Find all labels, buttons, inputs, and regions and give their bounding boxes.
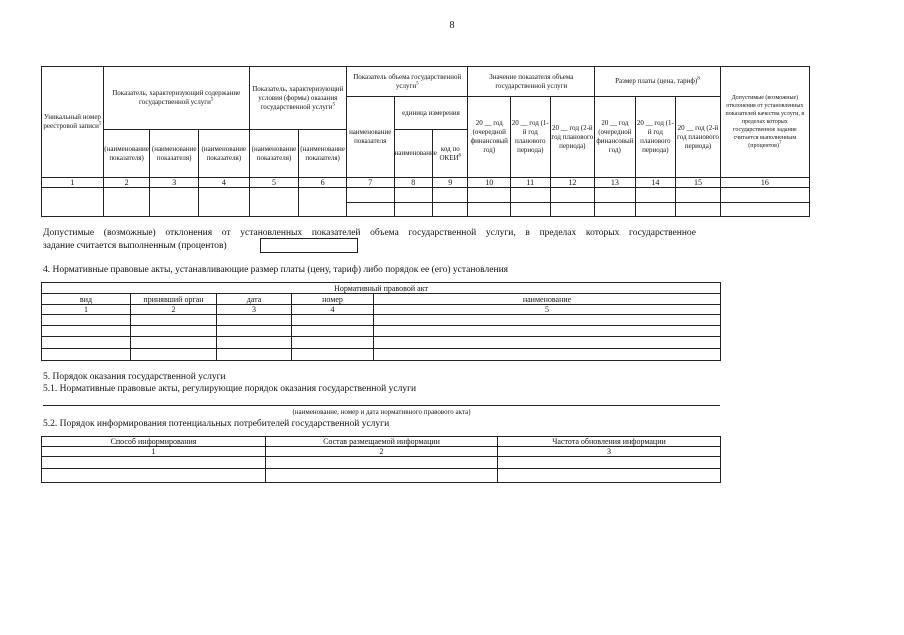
col-kind: вид: [42, 294, 131, 305]
col-number: 12: [550, 178, 595, 188]
table-row: [42, 349, 721, 361]
col-number: 5: [374, 305, 721, 315]
table-row: [42, 457, 721, 469]
table-row: [42, 315, 721, 326]
col-number: 8: [394, 178, 432, 188]
deviation-text-line1: Допустимые (возможные) отклонения от установленных показателей объема государственной услуги, в пределах которых государственное: [43, 228, 696, 238]
fee-year-current-header: 20 __ год (очередной финансовый год): [595, 97, 636, 178]
year-current-header: 20 __ год (очередной финансовый год): [468, 97, 511, 178]
deviation-percent-field[interactable]: [260, 238, 358, 253]
fee-year-first-header: 20 __ год (1-й год планового периода): [635, 97, 676, 178]
col-number: 3: [498, 447, 721, 457]
service-volume-table: [41, 66, 810, 217]
col-number: 2: [266, 447, 498, 457]
col-number: 4: [199, 178, 250, 188]
col-number: 3: [150, 178, 199, 188]
col-number: 7: [346, 178, 394, 188]
section4-title: 4. Нормативные правовые акты, устанавливающие размер платы (цену, тариф) либо порядок ее (его) установления: [43, 265, 509, 275]
volume-name-header: наименование показателя: [346, 97, 394, 178]
legal-act-line[interactable]: [43, 405, 720, 406]
section5-title: 5. Порядок оказания государственной услуги: [43, 372, 226, 382]
col-number: 5: [249, 178, 299, 188]
col-date: дата: [217, 294, 292, 305]
legal-acts-table: [41, 282, 721, 361]
year-second-header: 20 __ год (2-й год планового периода): [550, 97, 595, 178]
conditions-indicator-2: (наименование показателя): [299, 130, 347, 178]
page-number: 8: [449, 20, 455, 31]
legal-act-caption: (наименование, номер и дата нормативного правового акта): [292, 408, 471, 416]
table-row: [42, 188, 810, 203]
content-indicator-3: (наименование показателя): [199, 130, 250, 178]
col-body: принявший орган: [131, 294, 217, 305]
unique-number-header: Уникальный номер реестровой записи$^5$: [42, 67, 104, 178]
table-row: [42, 337, 721, 349]
section5-1-title: 5.1. Нормативные правовые акты, регулирующие порядок оказания государственной услуги: [43, 384, 417, 394]
col-method: Способ информирования: [42, 437, 266, 447]
col-frequency: Частота обновления информации: [498, 437, 721, 447]
col-number: 1: [42, 305, 131, 315]
col-number: 2: [131, 305, 217, 315]
year-first-header: 20 __ год (1-й год планового периода): [511, 97, 551, 178]
fee-year-second-header: 20 __ год (2-й год планового периода): [676, 97, 721, 178]
content-indicator-1: (наименование показателя): [103, 130, 150, 178]
col-number: 10: [468, 178, 511, 188]
unit-header: единица измерения: [394, 97, 468, 130]
legal-act-header: Нормативный правовой акт: [42, 283, 721, 294]
col-number: 16: [720, 178, 809, 188]
col-number-label: номер: [292, 294, 374, 305]
col-number: 1: [42, 178, 104, 188]
table-row: [42, 326, 721, 337]
content-indicator-header: Показатель, характеризующий содержание государственной услуги$^5$: [103, 67, 249, 130]
content-indicator-2: (наименование показателя): [150, 130, 199, 178]
col-number: 11: [511, 178, 551, 188]
informing-table: [41, 436, 721, 483]
col-number: 4: [292, 305, 374, 315]
table-row: [42, 469, 721, 483]
col-name: наименование: [374, 294, 721, 305]
conditions-indicator-1: (наименование показателя): [249, 130, 299, 178]
deviation-text-line2: задание считается выполненным (процентов): [43, 241, 227, 251]
section5-2-title: 5.2. Порядок информирования потенциальных потребителей государственной услуги: [43, 419, 390, 429]
col-number: 1: [42, 447, 266, 457]
unit-code-header: код по ОКЕИ$^6$: [433, 130, 468, 178]
unit-name-header: наименование: [394, 130, 432, 178]
col-number: 9: [433, 178, 468, 188]
deviation-header: Допустимые (возможные) отклонения от установленных показателей качества услуги, в пределах которых государственное задание считается выполненным (процентов)$^7$: [720, 67, 809, 178]
col-number: 14: [635, 178, 676, 188]
col-content: Состав размещаемой информации: [266, 437, 498, 447]
volume-values-header: Значение показателя объема государственной услуги: [468, 67, 595, 97]
volume-indicator-header: Показатель объема государственной услуги$^5$: [346, 67, 468, 97]
conditions-indicator-header: Показатель, характеризующий условия (формы) оказания государственной услуги$^5$: [249, 67, 346, 130]
col-number: 15: [676, 178, 721, 188]
col-number: 2: [103, 178, 150, 188]
col-number: 6: [299, 178, 347, 188]
col-number: 3: [217, 305, 292, 315]
fee-header: Размер платы (цена, тариф)$^8$: [595, 67, 721, 97]
col-number: 13: [595, 178, 636, 188]
